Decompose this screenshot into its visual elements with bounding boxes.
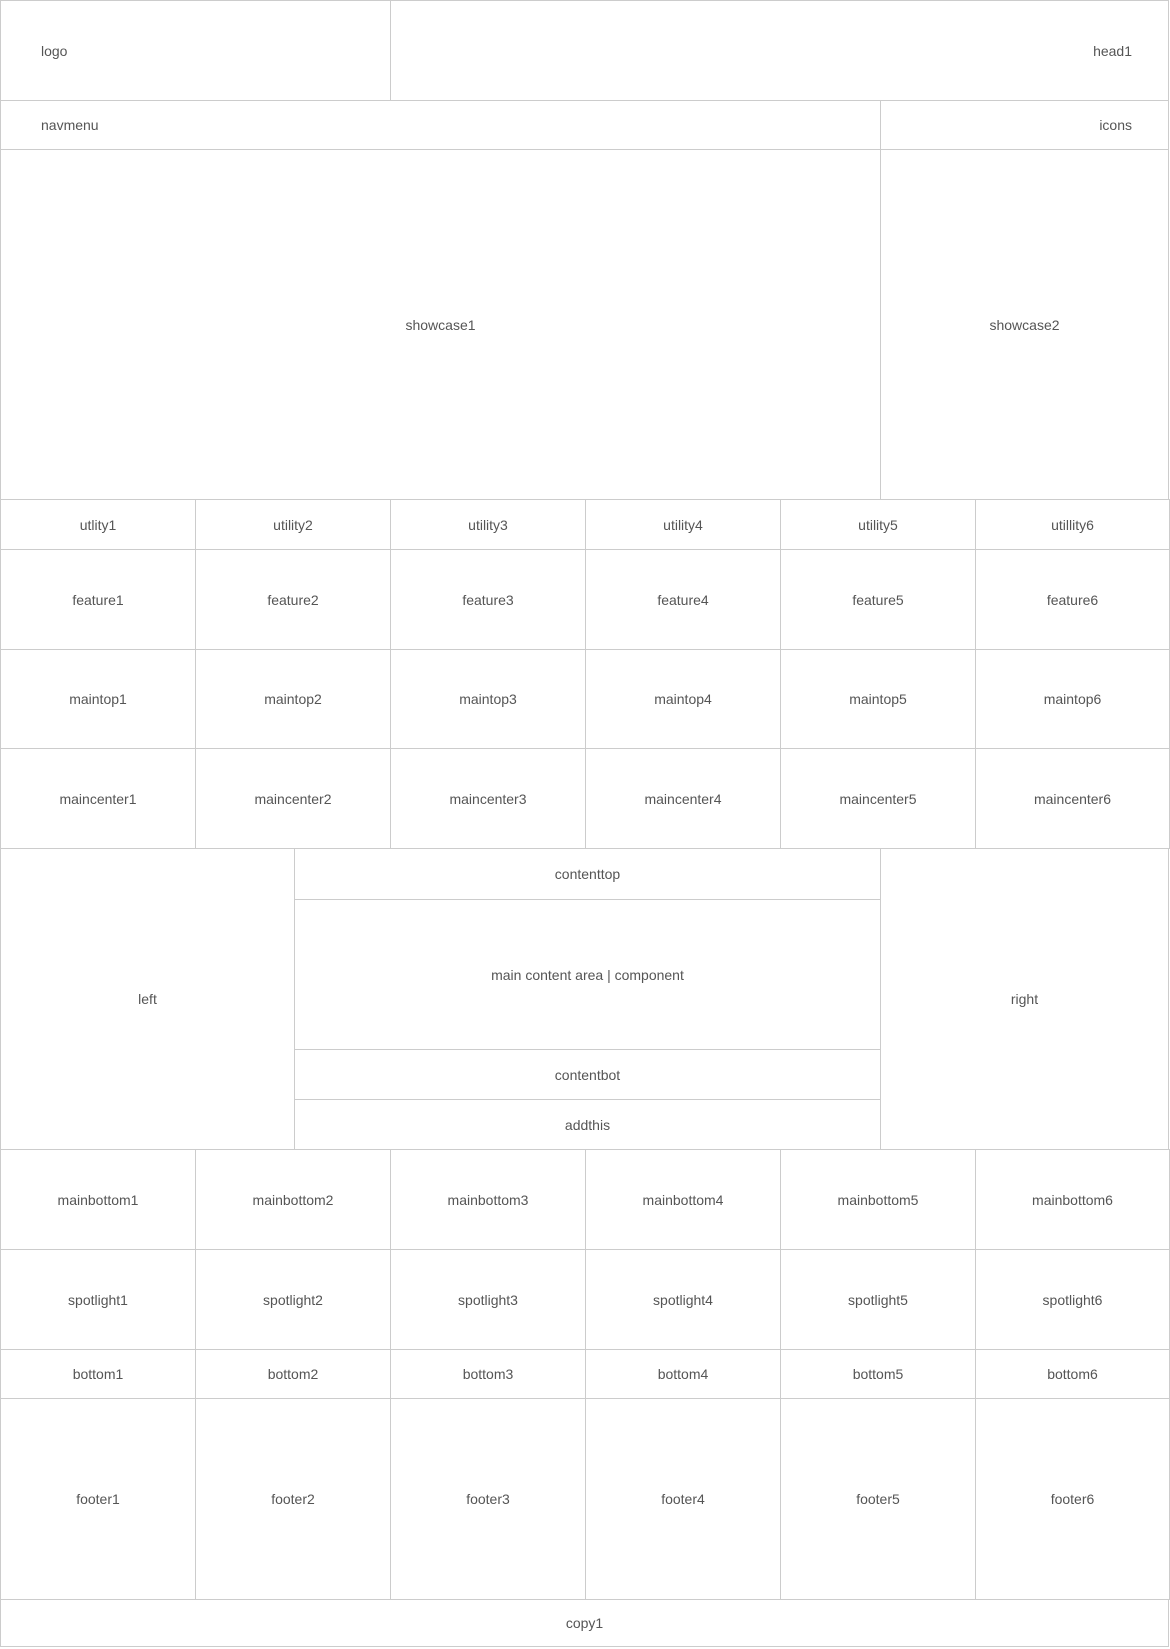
maincenter-block: maincenter1 bbox=[0, 748, 196, 849]
maincenter-block: maincenter4 bbox=[585, 748, 781, 849]
feature-block: feature2 bbox=[195, 549, 391, 650]
contentbot-block: contentbot bbox=[294, 1049, 881, 1100]
logo-block: logo bbox=[0, 0, 391, 101]
spotlight-block: spotlight2 bbox=[195, 1249, 391, 1350]
bottom-block: bottom2 bbox=[195, 1349, 391, 1399]
icons-block: icons bbox=[880, 100, 1169, 150]
head1-block: head1 bbox=[390, 0, 1169, 101]
bottom-block: bottom6 bbox=[975, 1349, 1170, 1399]
mainbottom-block: mainbottom3 bbox=[390, 1149, 586, 1250]
mainbottom-block: mainbottom2 bbox=[195, 1149, 391, 1250]
mainbottom-block: mainbottom6 bbox=[975, 1149, 1170, 1250]
feature-block: feature5 bbox=[780, 549, 976, 650]
spotlight-block: spotlight1 bbox=[0, 1249, 196, 1350]
footer-block: footer1 bbox=[0, 1398, 196, 1600]
mainbottom-block: mainbottom5 bbox=[780, 1149, 976, 1250]
utility-block: utility4 bbox=[585, 499, 781, 550]
maincenter-block: maincenter6 bbox=[975, 748, 1170, 849]
spotlight-block: spotlight5 bbox=[780, 1249, 976, 1350]
feature-block: feature6 bbox=[975, 549, 1170, 650]
showcase1-block: showcase1 bbox=[0, 149, 881, 500]
spotlight-block: spotlight6 bbox=[975, 1249, 1170, 1350]
utility-block: utility2 bbox=[195, 499, 391, 550]
maintop-block: maintop6 bbox=[975, 649, 1170, 749]
maincenter-block: maincenter3 bbox=[390, 748, 586, 849]
spotlight-block: spotlight4 bbox=[585, 1249, 781, 1350]
left-block: left bbox=[0, 848, 295, 1150]
bottom-block: bottom4 bbox=[585, 1349, 781, 1399]
maintop-block: maintop5 bbox=[780, 649, 976, 749]
mainbottom-block: mainbottom4 bbox=[585, 1149, 781, 1250]
copy1-block: copy1 bbox=[0, 1599, 1169, 1647]
maintop-block: maintop3 bbox=[390, 649, 586, 749]
footer-block: footer4 bbox=[585, 1398, 781, 1600]
spotlight-block: spotlight3 bbox=[390, 1249, 586, 1350]
footer-block: footer5 bbox=[780, 1398, 976, 1600]
utility-block: utillity6 bbox=[975, 499, 1170, 550]
contenttop-block: contenttop bbox=[294, 848, 881, 900]
footer-block: footer3 bbox=[390, 1398, 586, 1600]
footer-block: footer6 bbox=[975, 1398, 1170, 1600]
footer-block: footer2 bbox=[195, 1398, 391, 1600]
bottom-block: bottom1 bbox=[0, 1349, 196, 1399]
showcase2-block: showcase2 bbox=[880, 149, 1169, 500]
utility-block: utility3 bbox=[390, 499, 586, 550]
navmenu-block: navmenu bbox=[0, 100, 881, 150]
mainbottom-block: mainbottom1 bbox=[0, 1149, 196, 1250]
feature-block: feature1 bbox=[0, 549, 196, 650]
bottom-block: bottom3 bbox=[390, 1349, 586, 1399]
feature-block: feature3 bbox=[390, 549, 586, 650]
maincenter-block: maincenter5 bbox=[780, 748, 976, 849]
utility-block: utlity1 bbox=[0, 499, 196, 550]
utility-block: utility5 bbox=[780, 499, 976, 550]
addthis-block: addthis bbox=[294, 1099, 881, 1150]
bottom-block: bottom5 bbox=[780, 1349, 976, 1399]
maintop-block: maintop1 bbox=[0, 649, 196, 749]
main-content-block: main content area | component bbox=[294, 899, 881, 1050]
maintop-block: maintop4 bbox=[585, 649, 781, 749]
maintop-block: maintop2 bbox=[195, 649, 391, 749]
right-block: right bbox=[880, 848, 1169, 1150]
maincenter-block: maincenter2 bbox=[195, 748, 391, 849]
feature-block: feature4 bbox=[585, 549, 781, 650]
